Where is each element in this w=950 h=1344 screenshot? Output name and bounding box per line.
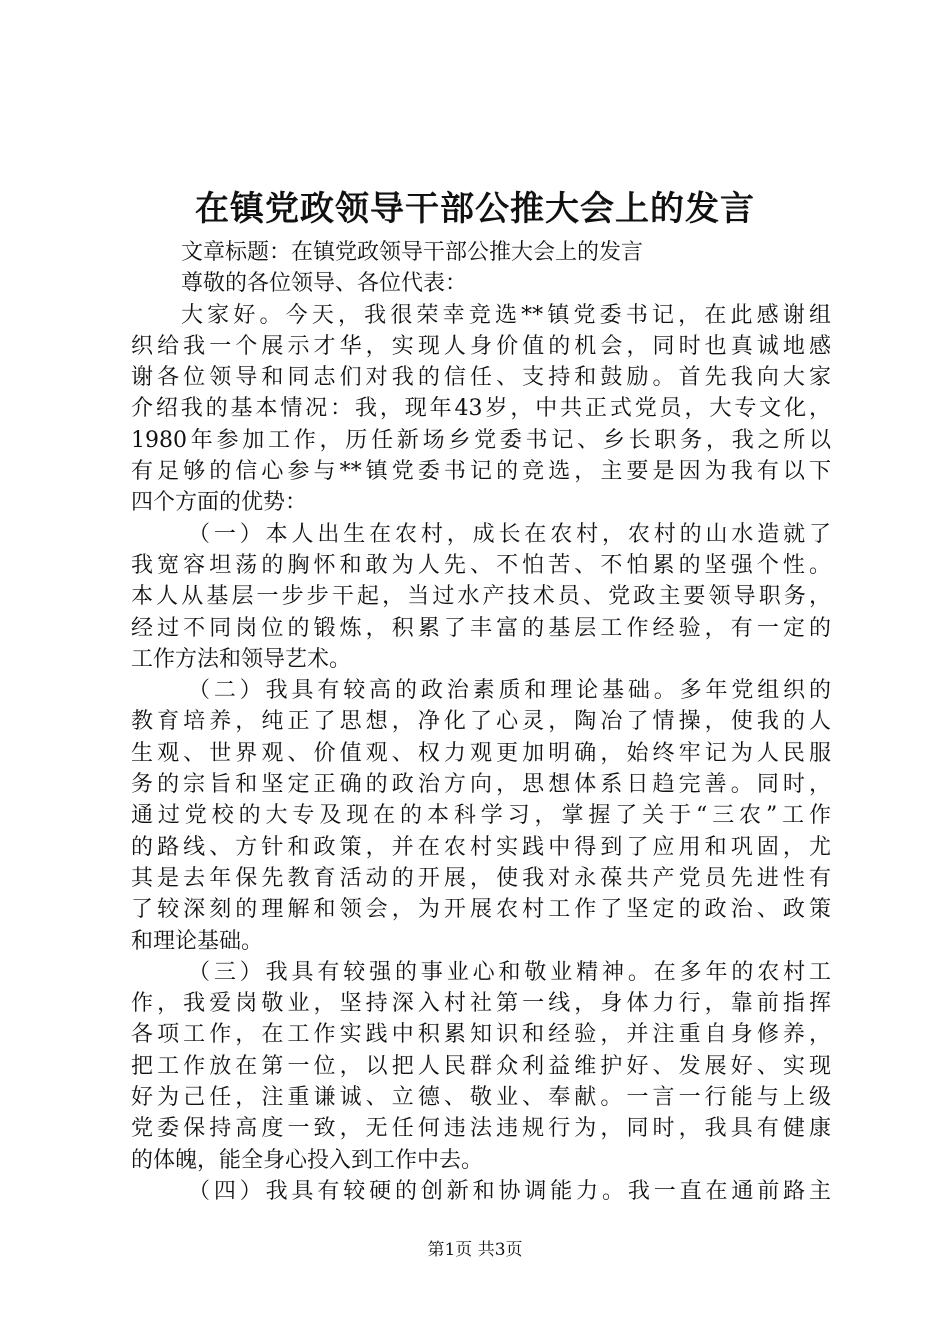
body-line: （一）本人出生在农村，成长在农村，农村的山水造就了 bbox=[188, 521, 831, 547]
body-line: 1980年参加工作，历任新场乡党委书记、乡长职务，我之所以 bbox=[131, 427, 831, 453]
body-line: 把工作放在第一位，以把人民群众利益维护好、发展好、实现 bbox=[131, 1053, 831, 1079]
body-line: 各项工作，在工作实践中积累知识和经验，并注重自身修养， bbox=[131, 1022, 831, 1048]
body-line: 党委保持高度一致，无任何违法违规行为，同时，我具有健康 bbox=[131, 1116, 831, 1142]
body-line: 四个方面的优势： bbox=[131, 490, 308, 516]
body-line: 教育培养，纯正了思想，净化了心灵，陶冶了情操，使我的人 bbox=[131, 709, 831, 735]
body-line: 好为己任，注重谦诚、立德、敬业、奉献。一言一行能与上级 bbox=[131, 1085, 831, 1111]
body-line: 了较深刻的理解和领会，为开展农村工作了坚定的政治、政策 bbox=[131, 897, 831, 923]
body-line: 本人从基层一步步干起，当过水产技术员、党政主要领导职务， bbox=[131, 584, 831, 610]
body-line: （四）我具有较硬的创新和协调能力。我一直在通前路主 bbox=[188, 1178, 831, 1204]
body-line: 的路线、方针和政策，并在农村实践中得到了应用和巩固，尤 bbox=[131, 834, 831, 860]
body-line: 文章标题：在镇党政领导干部公推大会上的发言 bbox=[181, 240, 644, 265]
body-line: 务的宗旨和坚定正确的政治方向，思想体系日趋完善。同时， bbox=[131, 772, 831, 798]
body-line: 作，我爱岗敬业，坚持深入村社第一线，身体力行，靠前指挥 bbox=[131, 991, 831, 1017]
body-line: （三）我具有较强的事业心和敬业精神。在多年的农村工 bbox=[188, 959, 831, 985]
body-line: 工作方法和领导艺术。 bbox=[131, 646, 352, 672]
body-line: （二）我具有较高的政治素质和理论基础。多年党组织的 bbox=[188, 678, 831, 704]
body-line: 介绍我的基本情况：我，现年43岁，中共正式党员，大专文化， bbox=[131, 396, 831, 422]
body-line: 我宽容坦荡的胸怀和敢为人先、不怕苦、不怕累的坚强个性。 bbox=[131, 552, 831, 578]
document-title: 在镇党政领导干部公推大会上的发言 bbox=[195, 189, 755, 229]
body-line: 尊敬的各位领导、各位代表： bbox=[181, 271, 468, 297]
body-line: 通过党校的大专及现在的本科学习，掌握了关于“三农”工作 bbox=[131, 803, 831, 829]
body-line: 织给我一个展示才华，实现人身价值的机会，同时也真诚地感 bbox=[131, 333, 831, 359]
body-line: 有足够的信心参与**镇党委书记的竞选，主要是因为我有以下 bbox=[131, 459, 831, 485]
body-line: 其是去年保先教育活动的开展，使我对永葆共产党员先进性有 bbox=[131, 865, 831, 891]
document-body bbox=[131, 237, 831, 1207]
body-line: 谢各位领导和同志们对我的信任、支持和鼓励。首先我向大家 bbox=[131, 365, 831, 391]
body-line: 经过不同岗位的锻炼，积累了丰富的基层工作经验，有一定的 bbox=[131, 615, 831, 641]
body-line: 大家好。今天，我很荣幸竞选**镇党委书记，在此感谢组 bbox=[181, 302, 831, 328]
body-line: 和理论基础。 bbox=[131, 928, 264, 954]
body-line: 生观、世界观、价值观、权力观更加明确，始终牢记为人民服 bbox=[131, 740, 831, 766]
body-line: 的体魄，能全身心投入到工作中去。 bbox=[131, 1147, 484, 1173]
page-footer: 第1页 共3页 bbox=[427, 1240, 523, 1260]
